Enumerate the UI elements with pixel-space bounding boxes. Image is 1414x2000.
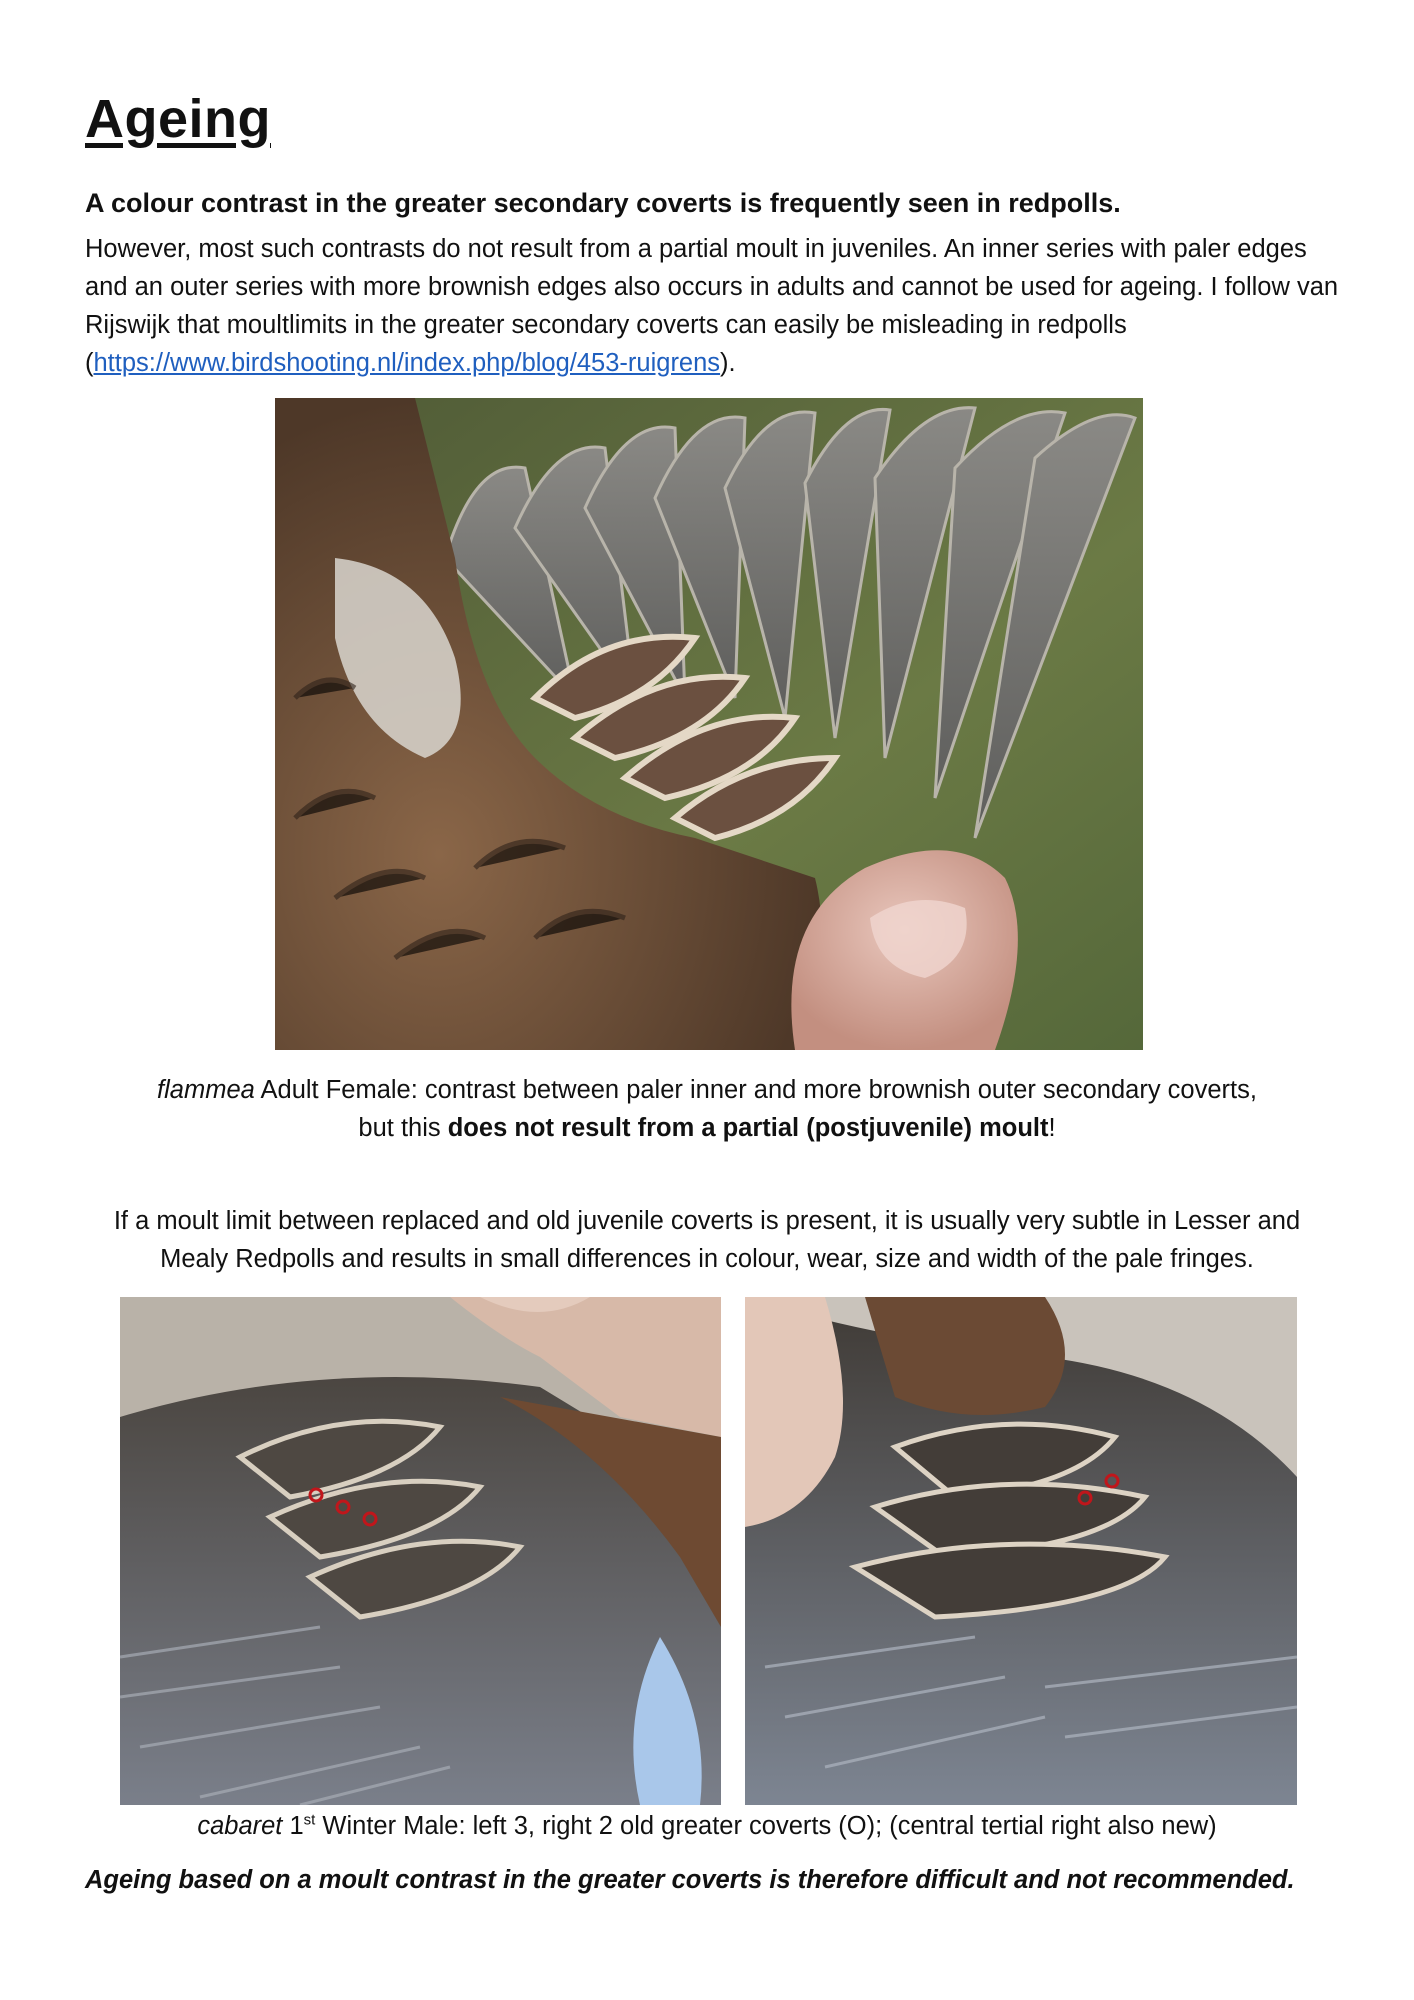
subheading-bold: A colour contrast in the greater secondary coverts is frequently seen in redpolls — [85, 188, 1114, 218]
adult-female-caption — [85, 1071, 1329, 1147]
caption-2-ordinal-suffix: st — [303, 1811, 316, 1829]
caption-1-end: ! — [1048, 1114, 1056, 1142]
caption-1-line2: but this — [358, 1114, 448, 1142]
caption-2-text: Winter Male: left 3, right 2 old greater coverts (O); (central tertial right also new) — [315, 1812, 1217, 1840]
ruigrens-link[interactable]: https://www.birdshooting.nl/index.php/blog/453-ruigrens — [93, 349, 721, 377]
first-winter-right-wing-photo — [745, 1297, 1297, 1805]
subheading — [85, 188, 1121, 219]
moult-limit-paragraph: If a moult limit between replaced and old juvenile coverts is present, it is usually very subtle in Lesser and Mealy Redpolls and results in small differences in colour, wear, size and width of the pale fringes. — [113, 1207, 1301, 1273]
caption-2-ordinal: 1 — [289, 1812, 304, 1840]
caption-1-taxon: flammea — [157, 1076, 255, 1104]
page-title: Ageing — [85, 89, 271, 149]
caption-1-text: Adult Female: contrast between paler inner and more brownish outer secondary coverts, — [254, 1076, 1257, 1104]
caption-2-taxon: cabaret — [197, 1812, 283, 1840]
caption-1-emphasis: does not result from a partial (postjuvenile) moult — [447, 1114, 1049, 1142]
conclusion: Ageing based on a moult contrast in the greater coverts is therefore difficult and not recommended. — [85, 1866, 1295, 1894]
first-winter-left-wing-photo — [120, 1297, 721, 1805]
intro-text: However, most such contrasts do not result from a partial moult in juveniles. An inner series with paler edges and an outer series with more brownish edges also occurs in adults and cannot be used for ageing. I follow van Rijswijk that moultlimits in the greater secondary coverts can easily be misleading in redpolls ( — [85, 235, 1339, 377]
intro-after: ). — [720, 349, 736, 377]
intro-paragraph — [85, 230, 1345, 382]
adult-female-wing-photo — [275, 398, 1143, 1050]
subheading-tail: . — [1113, 188, 1121, 218]
first-winter-caption — [85, 1807, 1329, 1845]
